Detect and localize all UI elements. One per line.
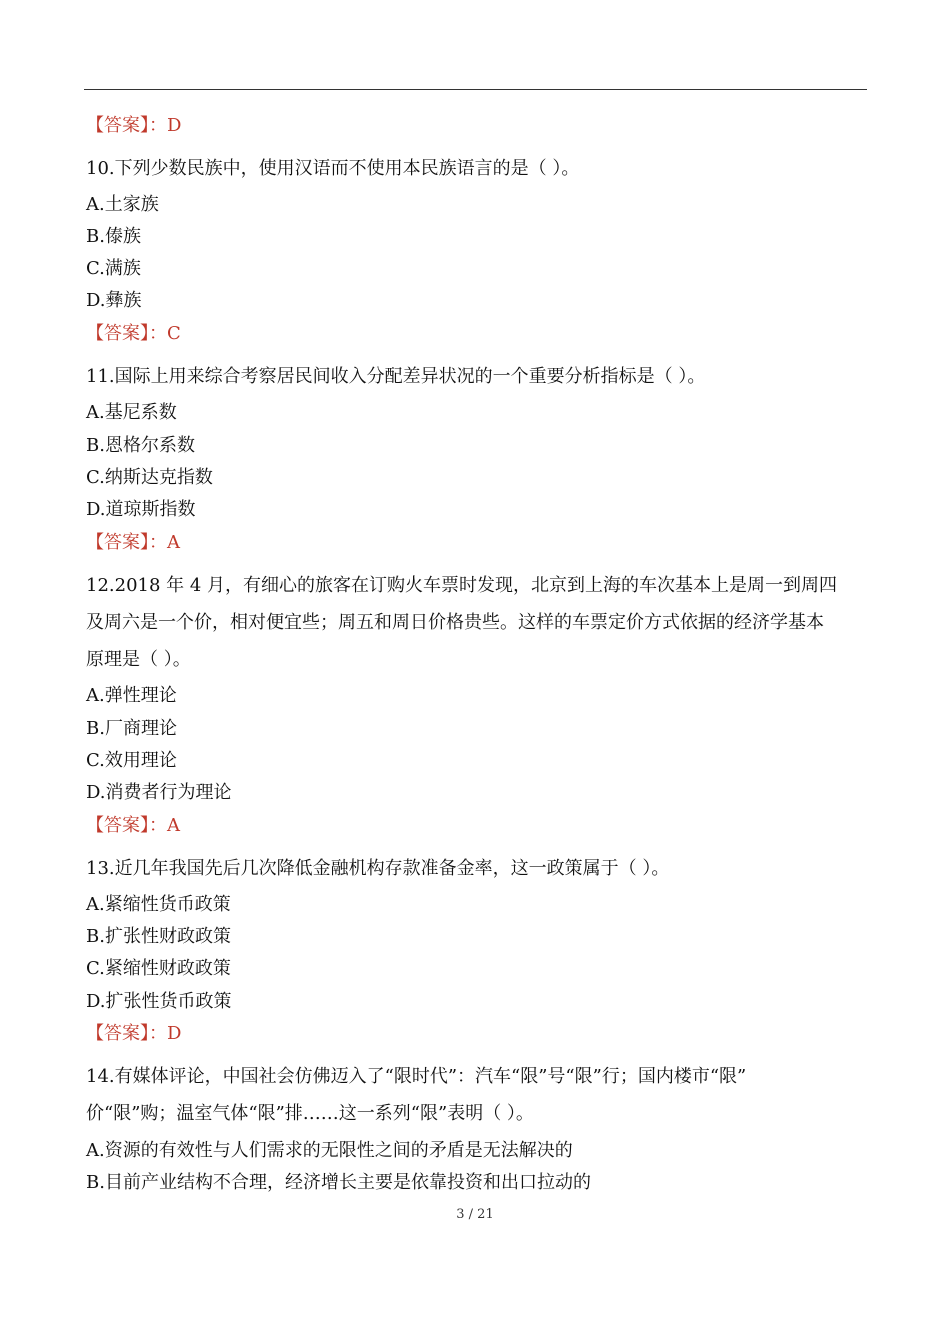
answer-10: 【答案】：C <box>86 323 181 344</box>
question-11-option-c: C.纳斯达克指数 <box>86 467 213 488</box>
question-11-option-b: B.恩格尔系数 <box>86 435 195 456</box>
question-12-option-a: A.弹性理论 <box>86 685 177 706</box>
question-14-stem-line-1: 14.有媒体评论，中国社会仿佛迈入了“限时代”：汽车“限”号“限”行；国内楼市“限” <box>86 1066 747 1087</box>
question-13-option-c: C.紧缩性财政政策 <box>86 958 231 979</box>
question-12-stem-line-3: 原理是（ ）。 <box>86 649 191 670</box>
header-rule <box>84 89 867 90</box>
question-11-option-a: A.基尼系数 <box>86 402 177 423</box>
question-14-stem-line-2: 价“限”购；温室气体“限”排……这一系列“限”表明（ ）。 <box>86 1103 534 1124</box>
question-11-stem: 11.国际上用来综合考察居民间收入分配差异状况的一个重要分析指标是（ ）。 <box>86 366 706 387</box>
answer-13: 【答案】：D <box>86 1023 182 1044</box>
question-12-stem-line-1: 12.2018 年 4 月，有细心的旅客在订购火车票时发现，北京到上海的车次基本上是周一到周四 <box>86 575 838 596</box>
question-13-option-b: B.扩张性财政政策 <box>86 926 231 947</box>
question-10-option-b: B.傣族 <box>86 226 141 247</box>
answer-9: 【答案】：D <box>86 115 182 136</box>
question-10-option-d: D.彝族 <box>86 290 142 311</box>
question-13-option-a: A.紧缩性货币政策 <box>86 894 231 915</box>
question-11-option-d: D.道琼斯指数 <box>86 499 196 520</box>
question-10-option-c: C.满族 <box>86 258 141 279</box>
question-10-stem: 10.下列少数民族中，使用汉语而不使用本民族语言的是（ ）。 <box>86 158 580 179</box>
page-number: 3 / 21 <box>456 1207 494 1222</box>
question-12-stem-line-2: 及周六是一个价，相对便宜些；周五和周日价格贵些。这样的车票定价方式依据的经济学基本 <box>86 612 824 633</box>
question-10-option-a: A.土家族 <box>86 194 159 215</box>
question-14-option-b: B.目前产业结构不合理，经济增长主要是依靠投资和出口拉动的 <box>86 1172 591 1193</box>
question-12-option-d: D.消费者行为理论 <box>86 782 232 803</box>
answer-12: 【答案】：A <box>86 815 180 836</box>
question-13-option-d: D.扩张性货币政策 <box>86 991 232 1012</box>
question-13-stem: 13.近几年我国先后几次降低金融机构存款准备金率，这一政策属于（ ）。 <box>86 858 670 879</box>
question-12-option-c: C.效用理论 <box>86 750 177 771</box>
answer-11: 【答案】：A <box>86 532 180 553</box>
question-12-option-b: B.厂商理论 <box>86 718 177 739</box>
question-14-option-a: A.资源的有效性与人们需求的无限性之间的矛盾是无法解决的 <box>86 1140 573 1161</box>
